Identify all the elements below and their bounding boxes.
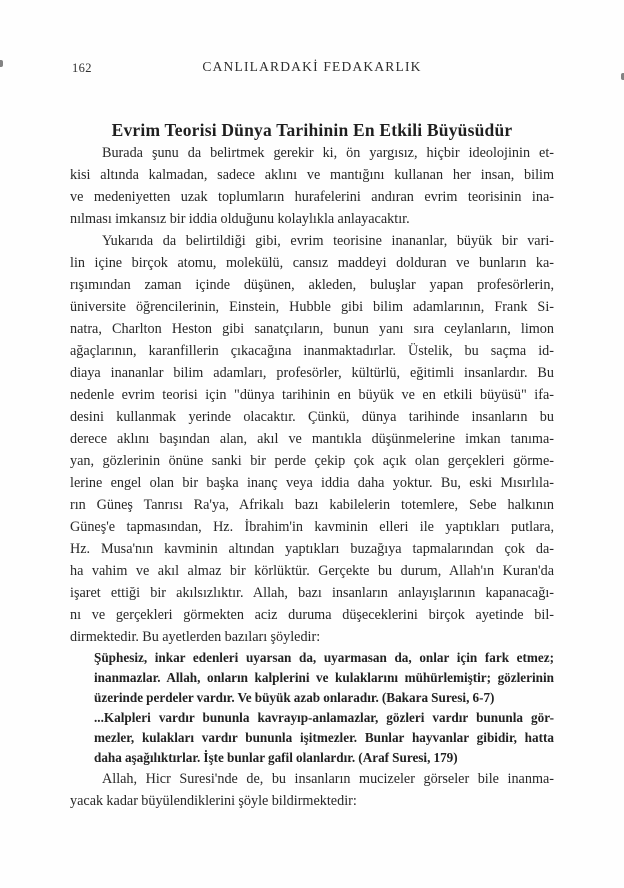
- text-line: Güneş'e tapmasından, Hz. İbrahim'in kavminin elleri ile yaptıkları putlara,: [70, 519, 554, 535]
- quote-line: mezler, kulakları vardır bununla işitmezler. Bunlar hayvanlar gibidir, hatta: [94, 730, 554, 745]
- text-line: nı ve gerçekleri görmekten aciz duruma düşeceklerini birçok ayetinde bil-: [70, 607, 554, 623]
- quote-line: daha aşağılıktırlar. İşte bunlar gafil olanlardır. (Araf Suresi, 179): [94, 750, 458, 765]
- text-line: derece aklını başından alan, akıl ve mantıkla düşünmelerine imkan tanıma-: [70, 431, 554, 447]
- text-line: lin içine birçok atomu, molekülü, cansız maddeyi dolduran ve bunların ka-: [70, 255, 554, 271]
- text-line: rışımından zaman içinde düşünen, akleden, buluşlar yapan profesörlerin,: [70, 277, 554, 293]
- quote-line: ...Kalpleri vardır bununla kavrayıp-anlamazlar, gözleri vardır bununla gör-: [94, 710, 554, 725]
- quote-line: Şüphesiz, inkar edenleri uyarsan da, uyarmasan da, onlar için fark etmez;: [94, 650, 554, 665]
- text-line: nılması imkansız bir iddia olduğunu kolaylıkla anlayacaktır.: [70, 211, 410, 227]
- text-line: üniversite öğrencilerinin, Einstein, Hubble gibi bilim adamlarının, Frank Si-: [70, 299, 554, 315]
- text-line: ha vahim ve akıl almaz bir körlüktür. Gerçekte bu durum, Allah'ın Kuran'da: [70, 563, 554, 579]
- quote-line: inanmazlar. Allah, onların kalplerini ve kulaklarını mühürlemiştir; gözlerinin: [94, 670, 554, 685]
- section-title: Evrim Teorisi Dünya Tarihinin En Etkili Büyüsüdür: [111, 119, 513, 140]
- text-line: yan, gözlerinin önüne sanki bir perde çekip çok açık olan gerçekleri görme-: [70, 453, 554, 469]
- text-line: dirmektedir. Bu ayetlerden bazıları şöyledir:: [70, 629, 321, 645]
- text-line: ve medeniyetten uzak toplumların hurafelerini andıran evrim teorisinin ina-: [70, 189, 554, 205]
- text-line: lerine engel olan bir başka inanç veya iddia daha yoktur. Bu, eski Mısırlıla-: [70, 475, 554, 491]
- text-line: rın Güneş Tanrısı Ra'ya, Afrikalı bazı kabilelerin totemlere, Sebe halkının: [70, 497, 554, 513]
- text-line: nedenle evrim teorisi için "dünya tarihinin en büyük ve en etkili büyüsü" ifa-: [70, 387, 554, 403]
- text-line: ağaçlarının, karanfillerin çıkacağına inanmaktadırlar. Üstelik, bu saçma id-: [70, 343, 554, 359]
- page-header: [70, 59, 554, 77]
- text-line: desini kullanmak yerinde olacaktır. Çünkü, dünya tarihinde insanların bu: [70, 409, 554, 425]
- text-line: yacak kadar büyülendiklerini şöyle bildirmektedir:: [70, 793, 357, 809]
- running-header: CANLILARDAKİ FEDAKARLIK: [202, 59, 422, 74]
- text-line: natra, Charlton Heston gibi sanatçıların, bunun yanı sıra ceylanların, limon: [70, 321, 554, 337]
- text-line: Allah, Hicr Suresi'nde de, bu insanların mucizeler görseler bile inanma-: [102, 771, 554, 787]
- scan-speck-left: [0, 60, 3, 67]
- text-line: diaya inananlar bilim adamları, profesörler, kültürlü, eğitimli insanlardır. Bu: [70, 365, 554, 381]
- text-line: Burada şunu da belirtmek gerekir ki, ön yargısız, hiçbir ideolojinin et-: [102, 145, 554, 161]
- text-line: işaret ettiği bir akılsızlıktır. Allah, bazı insanların anlayışlarının kapanacağı-: [70, 585, 554, 601]
- text-line: Hz. Musa'nın kavminin altından yaptıkları buzağıya tapmalarından çok da-: [70, 541, 554, 557]
- text-column: [70, 142, 554, 812]
- quote-line: üzerinde perdeler vardır. Ve büyük azab onlaradır. (Bakara Suresi, 6-7): [94, 690, 495, 705]
- text-line: Yukarıda da belirtildiği gibi, evrim teorisine inananlar, büyük bir vari-: [102, 233, 554, 249]
- text-line: kisi altında kalmadan, sadece aklını ve mantığını kullanan her insan, bilim: [70, 167, 554, 183]
- page-number: 162: [72, 61, 92, 75]
